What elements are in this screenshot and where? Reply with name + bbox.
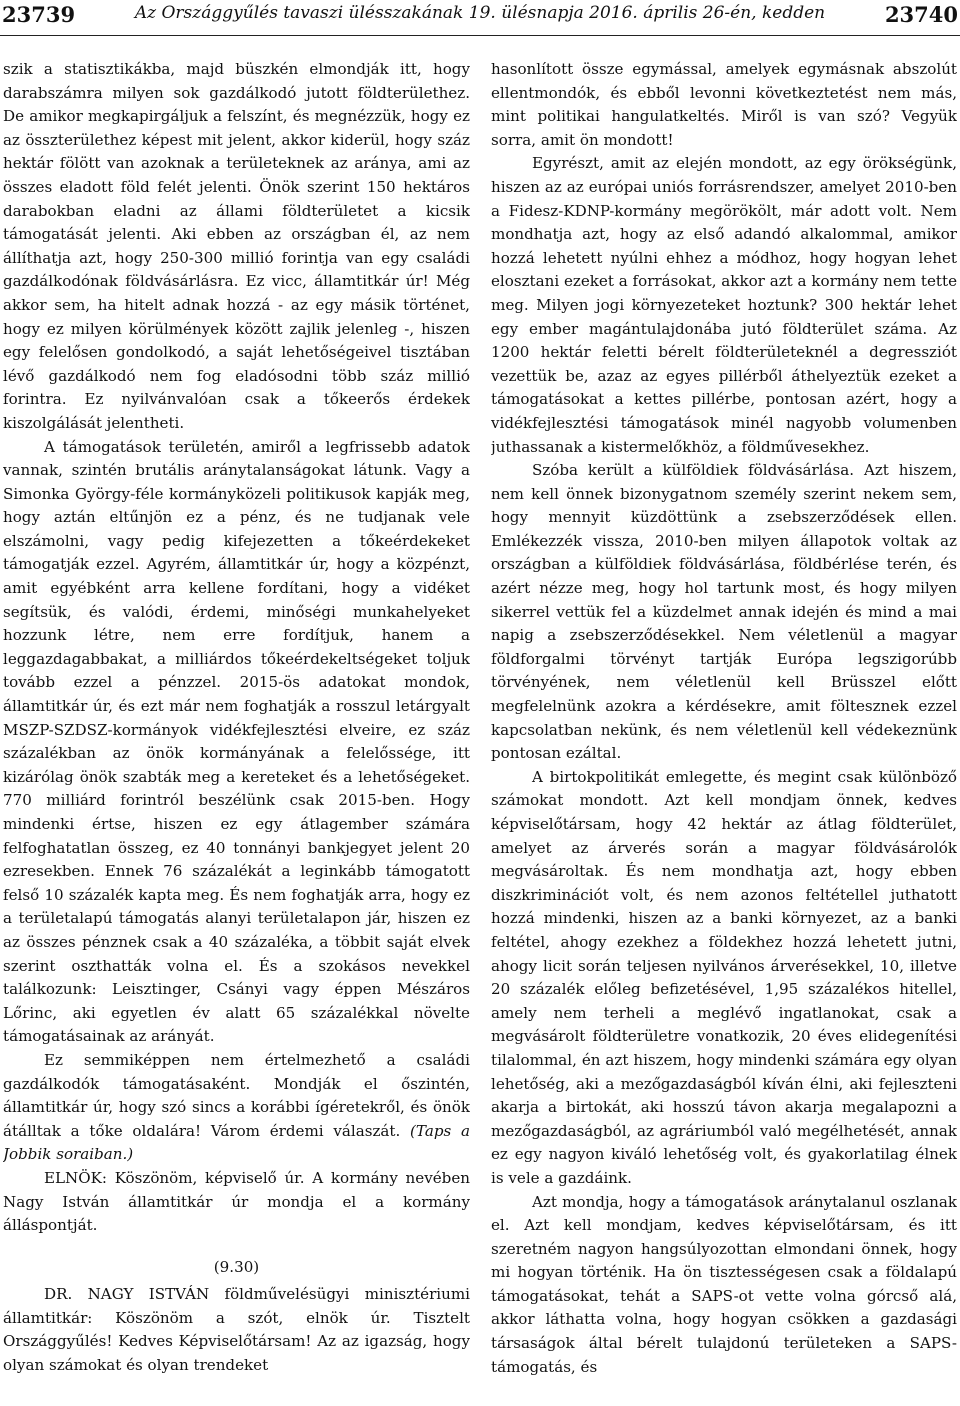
page-header <box>0 0 960 38</box>
left-column <box>3 58 470 1404</box>
time-mark: (9.30) <box>213 1257 260 1276</box>
running-title: Az Országgyűlés tavaszi ülésszakának 19. ülésnapja 2016. április 26-én, kedden <box>134 3 826 23</box>
right-column <box>491 58 957 1404</box>
page-number-right: 23740 <box>884 2 958 27</box>
right-paragraph-1: hasonlított össze egymással, amelyek egymásnak abszolút ellentmondók, és ebből levonni következtetést nem más, mint politikai hangulatkeltés. Miről is van szó? Vegyük sorra, amit ön mondott! <box>491 60 957 149</box>
left-paragraph-3 <box>3 1049 470 1167</box>
left-paragraph-3-text: Ez semmiképpen nem értelmezhető a családi gazdálkodók támogatásaként. Mondják el őszintén, államtitkár úr, hogy szó sincs a korábbi ígéretekről, és önök átálltak a tőke oldalára! Várom érdemi válaszát. <box>3 1050 470 1140</box>
right-paragraph-2: Egyrészt, amit az elején mondott, az egy örökségünk, hiszen az az európai uniós forrásrendszer, amelyet 2010-ben a Fidesz-KDNP-kormány megörökölt, már adott volt. Nem mondhatja azt, hogy az első adandó alkalommal, amikor hozzá lehetett nyúlni ehhez a módhoz, hogy hogyan lehet elosztani ezeket a forrásokat, akkor azt a kormány nem tette meg. Milyen jogi környezeteket hoztunk? 300 hektár lehet egy ember magántulajdonába jutó földterület száma. Az 1200 hektár feletti bérelt földterületeknél a degressziót vezettük be, azaz az egyes pillérből áthelyeztük ezeket a támogatásokat a kettes pillérbe, pontosan azért, hogy a vidékfejlesztési támogatások minél nagyobb volumenben juthassanak a kistermelőkhöz, a földművesekhez. <box>491 154 957 456</box>
right-paragraph-3: Szóba került a külföldiek földvásárlása. Azt hiszem, nem kell önnek bizonygatnom személy szerint nekem sem, hogy mennyit küzdöttünk a zsebszerződések ellen. Emlékezzék vissza, 2010-ben milyen állapotok voltak az országban a külföldiek földvásárlása, földbérlése terén, és azért nézze meg, hogy hol tartunk most, és hogy milyen sikerrel vettük fel a küzdelmet annak idején és mind a mai napig a zsebszerződésekkel. Nem véletlenül a magyar földforgalmi törvényt tartják Európa legszigorúbb törvényének, nem véletlenül kell Brüsszel előtt megfelelnünk azokra a kérdésekre, amit föltesznek ezzel kapcsolatban nekünk, és nem véletlenül kell védekeznünk pontosan ezáltal. <box>491 461 957 763</box>
left-paragraph-4: ELNÖK: Köszönöm, képviselő úr. A kormány nevében Nagy István államtitkár úr mondja el a kormány álláspontját. <box>3 1168 470 1235</box>
right-paragraph-4: A birtokpolitikát emlegette, és megint csak különböző számokat mondott. Azt kell mondjam önnek, kedves képviselőtársam, hogy 42 hektár az átlag földterület, amelyet az árverés során a magyar földvásárolók megvásároltak. És nem mondhatja azt, hogy ebben diszkriminációt volt, és nem azonos feltétellel juthatott hozzá mindenki, hiszen az a banki környezet, az a banki feltétel, ahogy ezekhez a földekhez hozzá lehetett jutni, ahogy licit során teljesen nyilvános árverésekkel, 10, illetve 20 százalék előleg befizetésével, 1,95 százalékos hitellel, amely nem terheli a meglévő ingatlanokat, csak a megvásárolt földterületre vonatkozik, 20 éves elidegenítési tilalommal, én azt hiszem, hogy mindenki számára egy olyan lehetőség, aki a mezőgazdaságból kíván élni, aki fejleszteni akarja a birtokát, aki hosszú távon akarja megalapozni a mezőgazdaságból, az agráriumból való megélhetését, annak ez egy nagyon kiváló lehetőség volt, és gyakorlatilag élnek is vele a gazdáink. <box>491 767 957 1187</box>
applause-note: (Taps a Jobbik soraiban.) <box>3 1121 470 1164</box>
right-paragraph-5: Azt mondja, hogy a támogatások aránytalanul oszlanak el. Azt kell mondjam, kedves képviselőtársam, és itt szeretném nagyon hangsúlyozottan elmondani önnek, hogy mi hogyan történik. Ha ön tisztességesen csak a földalapú támogatásokat, tehát a SAPS-ot vette volna górcső alá, akkor láthatta volna, hogy hogyan csökken a gazdasági társaságok által bérelt tulajdonú területeken a SAPS-támogatás, és <box>491 1192 957 1376</box>
left-paragraph-5: DR. NAGY ISTVÁN földművelésügyi minisztériumi államtitkár: Köszönöm a szót, elnök úr. Tisztelt Országgyűlés! Kedves Képviselőtársam! Az az igazság, hogy olyan számokat és olyan trendeket <box>3 1285 470 1375</box>
left-paragraph-2: A támogatások területén, amiről a legfrissebb adatok vannak, szintén brutális aránytalanságokat látunk. Vagy a Simonka György-féle kormányközeli politikusok kapják meg, hogy aztán eltűnjön ez a pénz, és ne tudjanak vele elszámolni, vagy pedig kifejezetten a tőkeérdekeket támogatják ezzel. Agyrém, államtitkár úr, hogy a közpénzt, amit egyébként arra kellene fordítani, hogy a vidéket segítsük, és valódi, érdemi, minőségi munkahelyeket hozzunk létre, nem erre fordítjuk, hanem a leggazdagabbakat, a milliárdos tőkeérdekeltségeket toljuk tovább ezzel a pénzzel. 2015-ös adatokat mondok, államtitkár úr, és ezt már nem foghatják a rosszul letárgyalt MSZP-SZDSZ-kormányok vidékfejlesztési elveire, ez száz százalékban az önök kormányának a felelőssége, itt kizárólag önök szabták meg a kereteket és a lehetőségeket. 770 milliárd forintról beszélünk csak 2015-ben. Hogy mindenki értse, hiszen ez egy átlagember számára felfoghatatlan összeg, ez 40 tonnányi bankjegyet jelent 20 ezresekben. Ennek 76 százalékát a leginkább támogatott felső 10 százalék kapta meg. És nem foghatják arra, hogy ez a területalapú támogatás alanyi területalapon jár, hiszen ez az összes pénznek csak a 40 százaléka, a többit saját elvek szerint oszthatták volna el. És a szokásos nevekkel találkozunk: Leisztinger, Csányi vagy éppen Mészáros Lőrinc, aki egyetlen év alatt 65 százalékkal növelte támogatásainak az arányát. <box>3 437 470 1046</box>
left-paragraph-1: szik a statisztikákba, majd büszkén elmondják itt, hogy darabszámra milyen sok gazdálkodó jutott földterülethez. De amikor megkapirgáljuk a felszínt, és megnézzük, hogy ez az összterülethez képest mit jelent, akkor kiderül, hogy száz hektár fölött van azoknak a területeknek az aránya, ami az összes eladott föld felét jelenti. Önök szerint 150 hektáros darabokban eladni az állami földterületet a kicsik támogatását jelenti. Aki ebben az országban él, az nem állíthatja azt, hogy 250-300 millió forintja van egy családi gazdálkodónak földvásárlásra. Ez vicc, államtitkár úr! Még akkor sem, ha hitelt adnak hozzá - az egy másik történet, hogy ez milyen körülmények között zajlik jelenleg -, hiszen egy felelősen gondolkodó, a saját lehetőségeivel tisztában lévő gazdálkodó nem fog eladósodni több száz millió forintra. Ez nyilvánvalóan csak a tőkeerős érdekek kiszolgálását jelentheti. <box>3 60 470 432</box>
page-number-left: 23739 <box>2 2 76 27</box>
header-rule <box>0 35 960 36</box>
